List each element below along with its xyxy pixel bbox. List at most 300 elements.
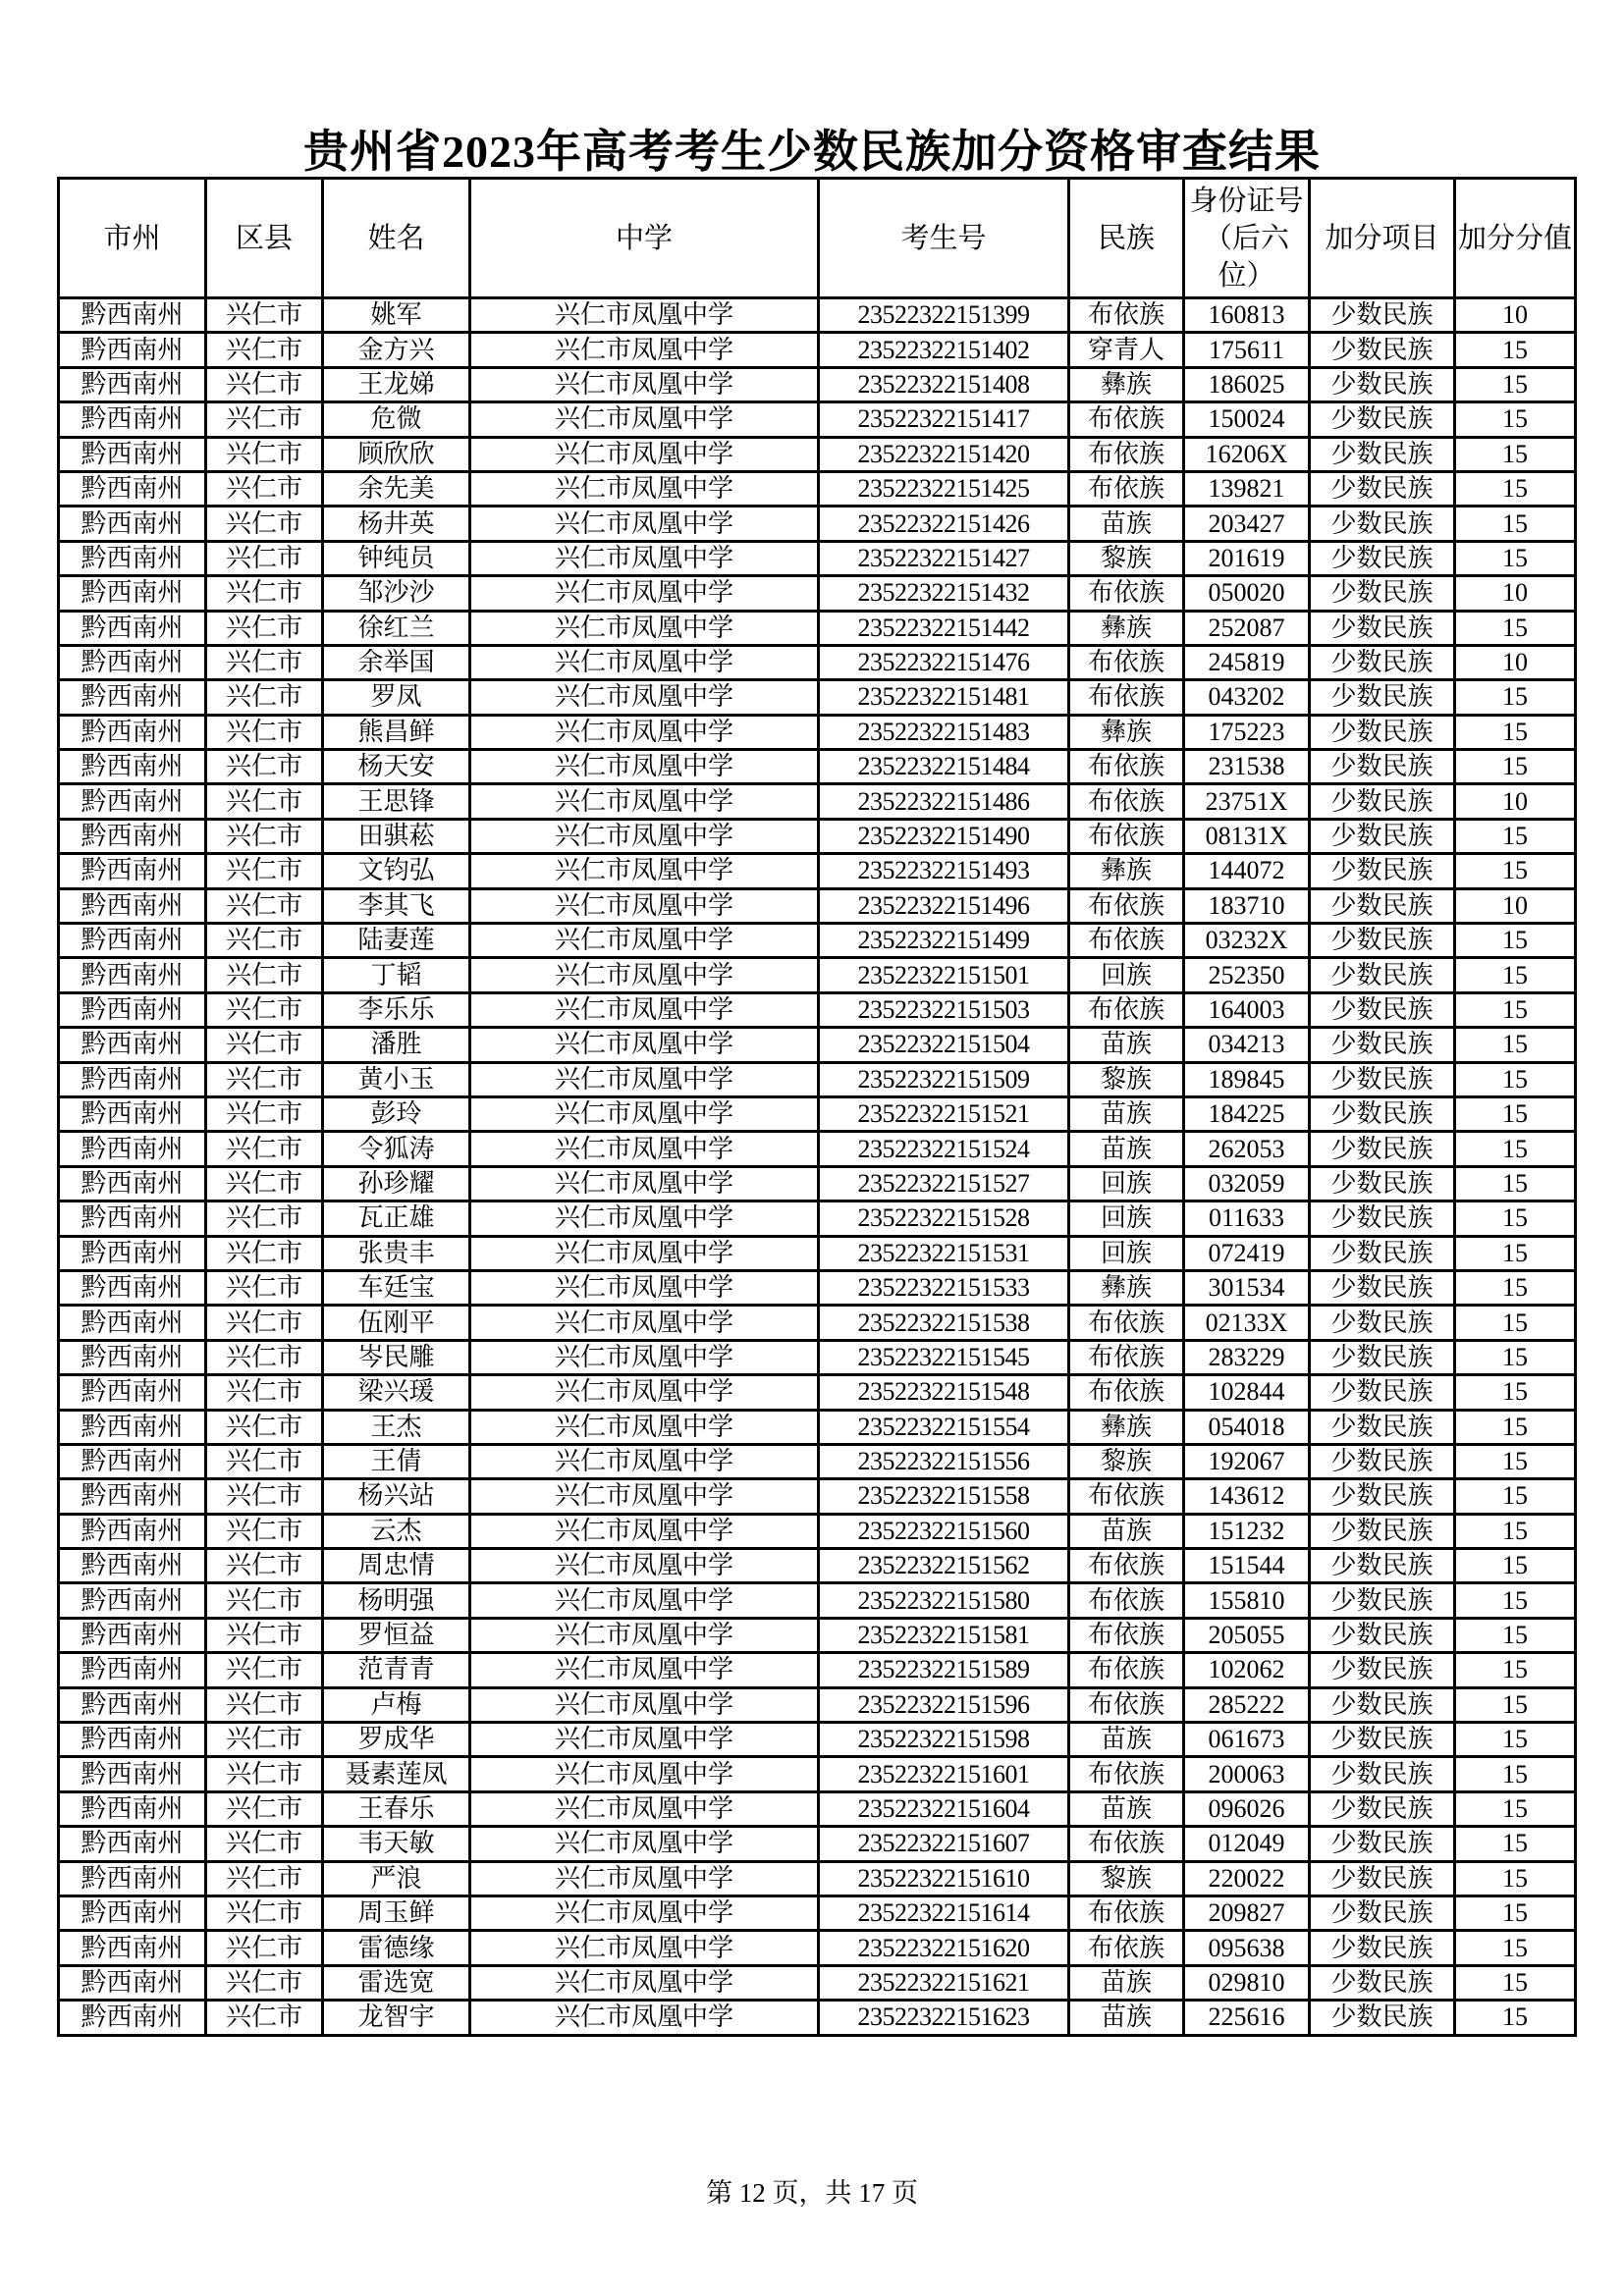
cell-id-last-six: 16206X xyxy=(1184,437,1310,471)
cell-name: 严浪 xyxy=(323,1861,470,1896)
header-id-last-six: 身份证号（后六位） xyxy=(1184,179,1310,298)
cell-ethnicity: 黎族 xyxy=(1069,1062,1184,1096)
cell-city: 黔西南州 xyxy=(59,1444,206,1478)
cell-id-last-six: 155810 xyxy=(1184,1583,1310,1618)
cell-school: 兴仁市凤凰中学 xyxy=(470,1514,819,1548)
cell-bonus-item: 少数民族 xyxy=(1310,819,1455,853)
cell-school: 兴仁市凤凰中学 xyxy=(470,784,819,819)
cell-exam-number: 23522322151601 xyxy=(819,1757,1069,1791)
table-row xyxy=(59,1618,1576,1652)
cell-county: 兴仁市 xyxy=(206,958,323,992)
cell-ethnicity: 苗族 xyxy=(1069,1791,1184,1826)
cell-city: 黔西南州 xyxy=(59,1791,206,1826)
cell-city: 黔西南州 xyxy=(59,402,206,437)
cell-school: 兴仁市凤凰中学 xyxy=(470,437,819,471)
cell-id-last-six: 032059 xyxy=(1184,1166,1310,1201)
cell-county: 兴仁市 xyxy=(206,1062,323,1096)
cell-county: 兴仁市 xyxy=(206,1896,323,1930)
cell-exam-number: 23522322151531 xyxy=(819,1236,1069,1270)
cell-city: 黔西南州 xyxy=(59,1723,206,1757)
cell-ethnicity: 苗族 xyxy=(1069,1096,1184,1131)
cell-exam-number: 23522322151425 xyxy=(819,471,1069,506)
cell-school: 兴仁市凤凰中学 xyxy=(470,1270,819,1305)
cell-city: 黔西南州 xyxy=(59,1965,206,2000)
cell-name: 周玉鲜 xyxy=(323,1896,470,1930)
cell-exam-number: 23522322151501 xyxy=(819,958,1069,992)
cell-id-last-six: 012049 xyxy=(1184,1827,1310,1861)
cell-ethnicity: 布依族 xyxy=(1069,576,1184,611)
cell-name: 金方兴 xyxy=(323,333,470,367)
cell-bonus-points: 15 xyxy=(1455,1931,1576,1965)
cell-bonus-item: 少数民族 xyxy=(1310,1896,1455,1930)
cell-school: 兴仁市凤凰中学 xyxy=(470,1444,819,1478)
cell-exam-number: 23522322151503 xyxy=(819,992,1069,1027)
cell-school: 兴仁市凤凰中学 xyxy=(470,1757,819,1791)
cell-county: 兴仁市 xyxy=(206,1687,323,1722)
cell-name: 罗成华 xyxy=(323,1723,470,1757)
cell-bonus-item: 少数民族 xyxy=(1310,1201,1455,1236)
cell-bonus-item: 少数民族 xyxy=(1310,1583,1455,1618)
cell-city: 黔西南州 xyxy=(59,1270,206,1305)
cell-bonus-points: 15 xyxy=(1455,924,1576,958)
table-row xyxy=(59,958,1576,992)
cell-school: 兴仁市凤凰中学 xyxy=(470,1375,819,1410)
cell-exam-number: 23522322151554 xyxy=(819,1410,1069,1444)
cell-school: 兴仁市凤凰中学 xyxy=(470,1236,819,1270)
cell-id-last-six: 283229 xyxy=(1184,1340,1310,1374)
cell-city: 黔西南州 xyxy=(59,888,206,923)
cell-county: 兴仁市 xyxy=(206,819,323,853)
cell-ethnicity: 布依族 xyxy=(1069,750,1184,784)
table-row xyxy=(59,992,1576,1027)
table-row xyxy=(59,1827,1576,1861)
cell-city: 黔西南州 xyxy=(59,1896,206,1930)
cell-county: 兴仁市 xyxy=(206,1791,323,1826)
cell-id-last-six: 205055 xyxy=(1184,1618,1310,1652)
cell-county: 兴仁市 xyxy=(206,1861,323,1896)
cell-exam-number: 23522322151442 xyxy=(819,611,1069,645)
cell-id-last-six: 102844 xyxy=(1184,1375,1310,1410)
cell-exam-number: 23522322151548 xyxy=(819,1375,1069,1410)
cell-bonus-item: 少数民族 xyxy=(1310,958,1455,992)
cell-bonus-item: 少数民族 xyxy=(1310,1653,1455,1687)
cell-county: 兴仁市 xyxy=(206,750,323,784)
cell-name: 瓦正雄 xyxy=(323,1201,470,1236)
cell-school: 兴仁市凤凰中学 xyxy=(470,1410,819,1444)
cell-name: 韦天敏 xyxy=(323,1827,470,1861)
cell-ethnicity: 布依族 xyxy=(1069,992,1184,1027)
table-row xyxy=(59,1062,1576,1096)
cell-exam-number: 23522322151521 xyxy=(819,1096,1069,1131)
header-bonus-points: 加分分值 xyxy=(1455,179,1576,298)
cell-county: 兴仁市 xyxy=(206,1931,323,1965)
cell-name: 王春乐 xyxy=(323,1791,470,1826)
cell-bonus-item: 少数民族 xyxy=(1310,402,1455,437)
cell-bonus-item: 少数民族 xyxy=(1310,1062,1455,1096)
cell-ethnicity: 布依族 xyxy=(1069,402,1184,437)
cell-name: 聂素莲凤 xyxy=(323,1757,470,1791)
table-row xyxy=(59,2001,1576,2035)
cell-id-last-six: 203427 xyxy=(1184,507,1310,541)
cell-city: 黔西南州 xyxy=(59,1687,206,1722)
cell-ethnicity: 布依族 xyxy=(1069,1757,1184,1791)
cell-city: 黔西南州 xyxy=(59,576,206,611)
cell-bonus-points: 10 xyxy=(1455,888,1576,923)
cell-county: 兴仁市 xyxy=(206,367,323,401)
cell-school: 兴仁市凤凰中学 xyxy=(470,1931,819,1965)
document-title: 贵州省2023年高考考生少数民族加分资格审查结果 xyxy=(303,127,1321,177)
cell-ethnicity: 苗族 xyxy=(1069,2001,1184,2035)
cell-city: 黔西南州 xyxy=(59,1549,206,1583)
cell-county: 兴仁市 xyxy=(206,680,323,715)
cell-county: 兴仁市 xyxy=(206,1340,323,1374)
cell-exam-number: 23522322151620 xyxy=(819,1931,1069,1965)
table-row xyxy=(59,819,1576,853)
cell-city: 黔西南州 xyxy=(59,1931,206,1965)
cell-name: 卢梅 xyxy=(323,1687,470,1722)
cell-county: 兴仁市 xyxy=(206,507,323,541)
cell-city: 黔西南州 xyxy=(59,680,206,715)
cell-bonus-points: 15 xyxy=(1455,367,1576,401)
cell-school: 兴仁市凤凰中学 xyxy=(470,854,819,888)
cell-exam-number: 23522322151621 xyxy=(819,1965,1069,2000)
table-header-row xyxy=(59,179,1576,298)
cell-ethnicity: 彝族 xyxy=(1069,1410,1184,1444)
cell-exam-number: 23522322151581 xyxy=(819,1618,1069,1652)
cell-school: 兴仁市凤凰中学 xyxy=(470,645,819,679)
cell-ethnicity: 穿青人 xyxy=(1069,333,1184,367)
cell-city: 黔西南州 xyxy=(59,1827,206,1861)
cell-city: 黔西南州 xyxy=(59,1375,206,1410)
cell-city: 黔西南州 xyxy=(59,924,206,958)
cell-ethnicity: 布依族 xyxy=(1069,1931,1184,1965)
cell-school: 兴仁市凤凰中学 xyxy=(470,1896,819,1930)
cell-school: 兴仁市凤凰中学 xyxy=(470,2001,819,2035)
cell-exam-number: 23522322151486 xyxy=(819,784,1069,819)
cell-bonus-item: 少数民族 xyxy=(1310,888,1455,923)
cell-id-last-six: 03232X xyxy=(1184,924,1310,958)
cell-bonus-item: 少数民族 xyxy=(1310,1827,1455,1861)
cell-bonus-points: 15 xyxy=(1455,1132,1576,1166)
cell-school: 兴仁市凤凰中学 xyxy=(470,367,819,401)
cell-school: 兴仁市凤凰中学 xyxy=(470,1479,819,1514)
cell-county: 兴仁市 xyxy=(206,1653,323,1687)
table-row xyxy=(59,750,1576,784)
cell-exam-number: 23522322151417 xyxy=(819,402,1069,437)
cell-city: 黔西南州 xyxy=(59,1236,206,1270)
cell-exam-number: 23522322151490 xyxy=(819,819,1069,853)
table-row xyxy=(59,715,1576,749)
cell-exam-number: 23522322151484 xyxy=(819,750,1069,784)
cell-city: 黔西南州 xyxy=(59,1861,206,1896)
cell-name: 雷选宽 xyxy=(323,1965,470,2000)
cell-bonus-points: 15 xyxy=(1455,1236,1576,1270)
table-row xyxy=(59,333,1576,367)
table-row xyxy=(59,1653,1576,1687)
cell-county: 兴仁市 xyxy=(206,1965,323,2000)
cell-id-last-six: 225616 xyxy=(1184,2001,1310,2035)
cell-id-last-six: 011633 xyxy=(1184,1201,1310,1236)
cell-bonus-points: 15 xyxy=(1455,1166,1576,1201)
cell-id-last-six: 175611 xyxy=(1184,333,1310,367)
cell-county: 兴仁市 xyxy=(206,402,323,437)
cell-school: 兴仁市凤凰中学 xyxy=(470,298,819,333)
cell-exam-number: 23522322151496 xyxy=(819,888,1069,923)
cell-id-last-six: 183710 xyxy=(1184,888,1310,923)
cell-name: 田骐菘 xyxy=(323,819,470,853)
cell-ethnicity: 布依族 xyxy=(1069,1549,1184,1583)
cell-exam-number: 23522322151545 xyxy=(819,1340,1069,1374)
cell-name: 雷德缘 xyxy=(323,1931,470,1965)
cell-school: 兴仁市凤凰中学 xyxy=(470,1201,819,1236)
cell-city: 黔西南州 xyxy=(59,1653,206,1687)
cell-bonus-points: 15 xyxy=(1455,715,1576,749)
cell-bonus-points: 15 xyxy=(1455,1444,1576,1478)
table-body xyxy=(59,298,1576,2036)
cell-bonus-points: 15 xyxy=(1455,854,1576,888)
cell-bonus-points: 15 xyxy=(1455,819,1576,853)
cell-ethnicity: 布依族 xyxy=(1069,1827,1184,1861)
cell-school: 兴仁市凤凰中学 xyxy=(470,750,819,784)
cell-county: 兴仁市 xyxy=(206,298,323,333)
cell-county: 兴仁市 xyxy=(206,784,323,819)
cell-city: 黔西南州 xyxy=(59,1757,206,1791)
cell-exam-number: 23522322151556 xyxy=(819,1444,1069,1478)
cell-county: 兴仁市 xyxy=(206,1375,323,1410)
cell-id-last-six: 02133X xyxy=(1184,1306,1310,1340)
cell-bonus-points: 15 xyxy=(1455,1618,1576,1652)
cell-name: 梁兴瑗 xyxy=(323,1375,470,1410)
cell-ethnicity: 布依族 xyxy=(1069,298,1184,333)
cell-bonus-points: 15 xyxy=(1455,1827,1576,1861)
cell-name: 令狐涛 xyxy=(323,1132,470,1166)
cell-school: 兴仁市凤凰中学 xyxy=(470,680,819,715)
table-row xyxy=(59,924,1576,958)
results-table xyxy=(57,177,1577,2037)
cell-ethnicity: 苗族 xyxy=(1069,1132,1184,1166)
cell-city: 黔西南州 xyxy=(59,541,206,575)
cell-ethnicity: 布依族 xyxy=(1069,1340,1184,1374)
cell-name: 徐红兰 xyxy=(323,611,470,645)
cell-id-last-six: 095638 xyxy=(1184,1931,1310,1965)
cell-exam-number: 23522322151528 xyxy=(819,1201,1069,1236)
cell-bonus-item: 少数民族 xyxy=(1310,2001,1455,2035)
cell-county: 兴仁市 xyxy=(206,2001,323,2035)
cell-bonus-item: 少数民族 xyxy=(1310,1166,1455,1201)
cell-school: 兴仁市凤凰中学 xyxy=(470,507,819,541)
table-row xyxy=(59,888,1576,923)
table-row xyxy=(59,784,1576,819)
cell-name: 熊昌鲜 xyxy=(323,715,470,749)
cell-exam-number: 23522322151538 xyxy=(819,1306,1069,1340)
cell-school: 兴仁市凤凰中学 xyxy=(470,1687,819,1722)
cell-id-last-six: 220022 xyxy=(1184,1861,1310,1896)
cell-county: 兴仁市 xyxy=(206,992,323,1027)
cell-county: 兴仁市 xyxy=(206,1514,323,1548)
page-number: 第 12 页，共 17 页 xyxy=(706,2178,918,2208)
cell-bonus-points: 10 xyxy=(1455,784,1576,819)
header-ethnicity: 民族 xyxy=(1069,179,1184,298)
cell-bonus-points: 15 xyxy=(1455,958,1576,992)
cell-exam-number: 23522322151509 xyxy=(819,1062,1069,1096)
cell-name: 黄小玉 xyxy=(323,1062,470,1096)
cell-exam-number: 23522322151558 xyxy=(819,1479,1069,1514)
cell-name: 李其飞 xyxy=(323,888,470,923)
cell-exam-number: 23522322151614 xyxy=(819,1896,1069,1930)
cell-name: 余先美 xyxy=(323,471,470,506)
cell-bonus-item: 少数民族 xyxy=(1310,1479,1455,1514)
cell-bonus-points: 15 xyxy=(1455,1896,1576,1930)
cell-ethnicity: 彝族 xyxy=(1069,715,1184,749)
cell-city: 黔西南州 xyxy=(59,715,206,749)
cell-bonus-item: 少数民族 xyxy=(1310,750,1455,784)
cell-name: 龙智宇 xyxy=(323,2001,470,2035)
cell-bonus-points: 15 xyxy=(1455,1549,1576,1583)
cell-county: 兴仁市 xyxy=(206,1132,323,1166)
cell-id-last-six: 252350 xyxy=(1184,958,1310,992)
cell-id-last-six: 144072 xyxy=(1184,854,1310,888)
cell-name: 危微 xyxy=(323,402,470,437)
cell-ethnicity: 回族 xyxy=(1069,1236,1184,1270)
table-row xyxy=(59,1896,1576,1930)
cell-city: 黔西南州 xyxy=(59,854,206,888)
table-row xyxy=(59,1236,1576,1270)
table-row xyxy=(59,1723,1576,1757)
cell-id-last-six: 164003 xyxy=(1184,992,1310,1027)
cell-city: 黔西南州 xyxy=(59,1096,206,1131)
cell-bonus-item: 少数民族 xyxy=(1310,333,1455,367)
cell-school: 兴仁市凤凰中学 xyxy=(470,958,819,992)
table-row xyxy=(59,298,1576,333)
table-row xyxy=(59,367,1576,401)
cell-id-last-six: 150024 xyxy=(1184,402,1310,437)
cell-exam-number: 23522322151426 xyxy=(819,507,1069,541)
cell-bonus-item: 少数民族 xyxy=(1310,471,1455,506)
cell-name: 罗恒益 xyxy=(323,1618,470,1652)
cell-bonus-item: 少数民族 xyxy=(1310,611,1455,645)
cell-bonus-item: 少数民族 xyxy=(1310,1375,1455,1410)
cell-id-last-six: 08131X xyxy=(1184,819,1310,853)
cell-id-last-six: 050020 xyxy=(1184,576,1310,611)
cell-id-last-six: 151232 xyxy=(1184,1514,1310,1548)
cell-county: 兴仁市 xyxy=(206,1618,323,1652)
cell-ethnicity: 彝族 xyxy=(1069,367,1184,401)
cell-id-last-six: 096026 xyxy=(1184,1791,1310,1826)
cell-bonus-item: 少数民族 xyxy=(1310,367,1455,401)
cell-bonus-item: 少数民族 xyxy=(1310,680,1455,715)
cell-bonus-points: 15 xyxy=(1455,1270,1576,1305)
cell-bonus-points: 15 xyxy=(1455,1861,1576,1896)
table-row xyxy=(59,1410,1576,1444)
cell-id-last-six: 175223 xyxy=(1184,715,1310,749)
table-row xyxy=(59,402,1576,437)
cell-county: 兴仁市 xyxy=(206,1270,323,1305)
cell-name: 余举国 xyxy=(323,645,470,679)
cell-school: 兴仁市凤凰中学 xyxy=(470,992,819,1027)
table-row xyxy=(59,1687,1576,1722)
cell-name: 伍刚平 xyxy=(323,1306,470,1340)
cell-bonus-points: 15 xyxy=(1455,1583,1576,1618)
cell-ethnicity: 黎族 xyxy=(1069,1861,1184,1896)
cell-city: 黔西南州 xyxy=(59,298,206,333)
cell-city: 黔西南州 xyxy=(59,1514,206,1548)
table-row xyxy=(59,507,1576,541)
cell-county: 兴仁市 xyxy=(206,1723,323,1757)
cell-exam-number: 23522322151481 xyxy=(819,680,1069,715)
cell-exam-number: 23522322151524 xyxy=(819,1132,1069,1166)
cell-bonus-points: 15 xyxy=(1455,1201,1576,1236)
table-row xyxy=(59,1757,1576,1791)
cell-county: 兴仁市 xyxy=(206,437,323,471)
cell-exam-number: 23522322151476 xyxy=(819,645,1069,679)
cell-bonus-points: 15 xyxy=(1455,1723,1576,1757)
cell-exam-number: 23522322151499 xyxy=(819,924,1069,958)
cell-ethnicity: 布依族 xyxy=(1069,888,1184,923)
cell-ethnicity: 黎族 xyxy=(1069,1444,1184,1478)
cell-county: 兴仁市 xyxy=(206,715,323,749)
cell-bonus-item: 少数民族 xyxy=(1310,1618,1455,1652)
cell-exam-number: 23522322151493 xyxy=(819,854,1069,888)
cell-bonus-points: 15 xyxy=(1455,680,1576,715)
table-row xyxy=(59,1861,1576,1896)
cell-ethnicity: 苗族 xyxy=(1069,1723,1184,1757)
cell-school: 兴仁市凤凰中学 xyxy=(470,333,819,367)
cell-city: 黔西南州 xyxy=(59,1201,206,1236)
cell-bonus-item: 少数民族 xyxy=(1310,541,1455,575)
cell-id-last-six: 209827 xyxy=(1184,1896,1310,1930)
cell-county: 兴仁市 xyxy=(206,854,323,888)
cell-ethnicity: 回族 xyxy=(1069,1166,1184,1201)
cell-bonus-item: 少数民族 xyxy=(1310,1723,1455,1757)
cell-county: 兴仁市 xyxy=(206,1166,323,1201)
cell-name: 王杰 xyxy=(323,1410,470,1444)
cell-exam-number: 23522322151402 xyxy=(819,333,1069,367)
cell-city: 黔西南州 xyxy=(59,1410,206,1444)
table-row xyxy=(59,541,1576,575)
cell-ethnicity: 苗族 xyxy=(1069,507,1184,541)
cell-id-last-six: 262053 xyxy=(1184,1132,1310,1166)
cell-school: 兴仁市凤凰中学 xyxy=(470,1653,819,1687)
cell-city: 黔西南州 xyxy=(59,611,206,645)
cell-bonus-item: 少数民族 xyxy=(1310,924,1455,958)
cell-bonus-item: 少数民族 xyxy=(1310,1514,1455,1548)
cell-county: 兴仁市 xyxy=(206,1201,323,1236)
header-exam-number: 考生号 xyxy=(819,179,1069,298)
cell-bonus-item: 少数民族 xyxy=(1310,1549,1455,1583)
cell-name: 杨明强 xyxy=(323,1583,470,1618)
cell-city: 黔西南州 xyxy=(59,507,206,541)
cell-name: 周忠情 xyxy=(323,1549,470,1583)
header-county: 区县 xyxy=(206,179,323,298)
table-row xyxy=(59,1340,1576,1374)
table-row xyxy=(59,1583,1576,1618)
cell-bonus-points: 15 xyxy=(1455,1375,1576,1410)
cell-school: 兴仁市凤凰中学 xyxy=(470,1306,819,1340)
cell-name: 杨兴站 xyxy=(323,1479,470,1514)
cell-bonus-points: 10 xyxy=(1455,298,1576,333)
cell-id-last-six: 301534 xyxy=(1184,1270,1310,1305)
cell-city: 黔西南州 xyxy=(59,958,206,992)
cell-county: 兴仁市 xyxy=(206,611,323,645)
cell-exam-number: 23522322151610 xyxy=(819,1861,1069,1896)
cell-ethnicity: 布依族 xyxy=(1069,1653,1184,1687)
cell-exam-number: 23522322151504 xyxy=(819,1028,1069,1062)
cell-name: 陆妻莲 xyxy=(323,924,470,958)
cell-school: 兴仁市凤凰中学 xyxy=(470,1062,819,1096)
table-row xyxy=(59,1375,1576,1410)
cell-exam-number: 23522322151560 xyxy=(819,1514,1069,1548)
cell-id-last-six: 186025 xyxy=(1184,367,1310,401)
